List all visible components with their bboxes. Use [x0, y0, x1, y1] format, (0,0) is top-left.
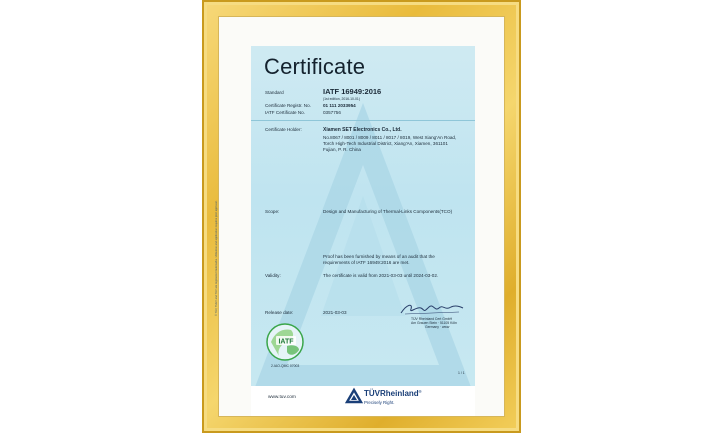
holder-name: Xiamen SET Electronics Co., Ltd. [323, 127, 402, 133]
issuer-line-2: Am Grauen Stein · 51105 Köln [411, 321, 457, 325]
tuv-brand-name [364, 389, 422, 398]
iatf-certificate-value: 0357756 [323, 110, 341, 115]
page-number: 1 / 1 [458, 371, 465, 375]
proof-line-2: requirements of IATF 16949:2016 are met. [323, 260, 410, 265]
standard-value: IATF 16949:2016 [323, 87, 382, 96]
tuv-brand-text: TÜVRheinland [364, 389, 419, 398]
certificate-title: Certificate [264, 54, 366, 79]
registration-label: Certificate Registr. No. [265, 103, 311, 108]
frame-mat [215, 16, 505, 417]
issuer-line-1: TÜV Rheinland Cert GmbH [411, 317, 453, 321]
tuv-slogan: Precisely Right. [364, 400, 395, 405]
release-date-label: Release date: [265, 310, 294, 315]
scope-label: Scope: [265, 209, 280, 214]
release-date-value: 2021-03-03 [323, 310, 347, 315]
certificate-footer-strip [251, 386, 475, 416]
signature-icon [399, 302, 465, 316]
header-divider [251, 120, 475, 121]
iatf-globe-logo-icon [265, 322, 305, 362]
proof-line-1: Proof has been furnished by means of an audit that the [323, 254, 435, 259]
registered-mark: ® [418, 389, 422, 394]
standard-label: Standard [265, 90, 284, 95]
issuer-line-3: Germany · www [425, 325, 450, 329]
iatf-certificate-label: IATF Certificate No. [265, 110, 305, 115]
certificate-sheet [215, 46, 475, 386]
iatf-logo-code: 2-IAO-QMC 07003 [271, 364, 300, 368]
trademark-side-note: © TÜV, TUEV and TUV are registered trademarks. Utilisation and application requires prior approval. [215, 200, 218, 316]
holder-address-line-3: Fujian, P. R. China [323, 147, 361, 152]
gold-picture-frame [202, 0, 521, 433]
validity-label: Validity: [265, 273, 281, 278]
registration-value: 01 111 2033954 [323, 103, 356, 108]
holder-address-line-1: No.8067 / 8001 / 8009 / 8011 / 8017 / 8019, West Xiang'An Road, [323, 135, 457, 140]
scope-value: Design and Manufacturing of Thermal-Links Components(TCO) [323, 209, 453, 214]
website-text: www.tuv.com [268, 395, 296, 400]
holder-address-line-2: Torch High-Tech Industrial District, Xiang'An, Xiamen, 361101 [323, 141, 448, 146]
tuv-triangle-logo-icon [346, 389, 362, 403]
svg-text:IATF: IATF [278, 338, 294, 346]
standard-edition: (1st edition, 2016-10-01) [323, 97, 360, 101]
holder-label: Certificate Holder: [265, 127, 302, 132]
validity-value: The certificate is valid from 2021-03-03 until 2024-03-02. [323, 273, 439, 278]
